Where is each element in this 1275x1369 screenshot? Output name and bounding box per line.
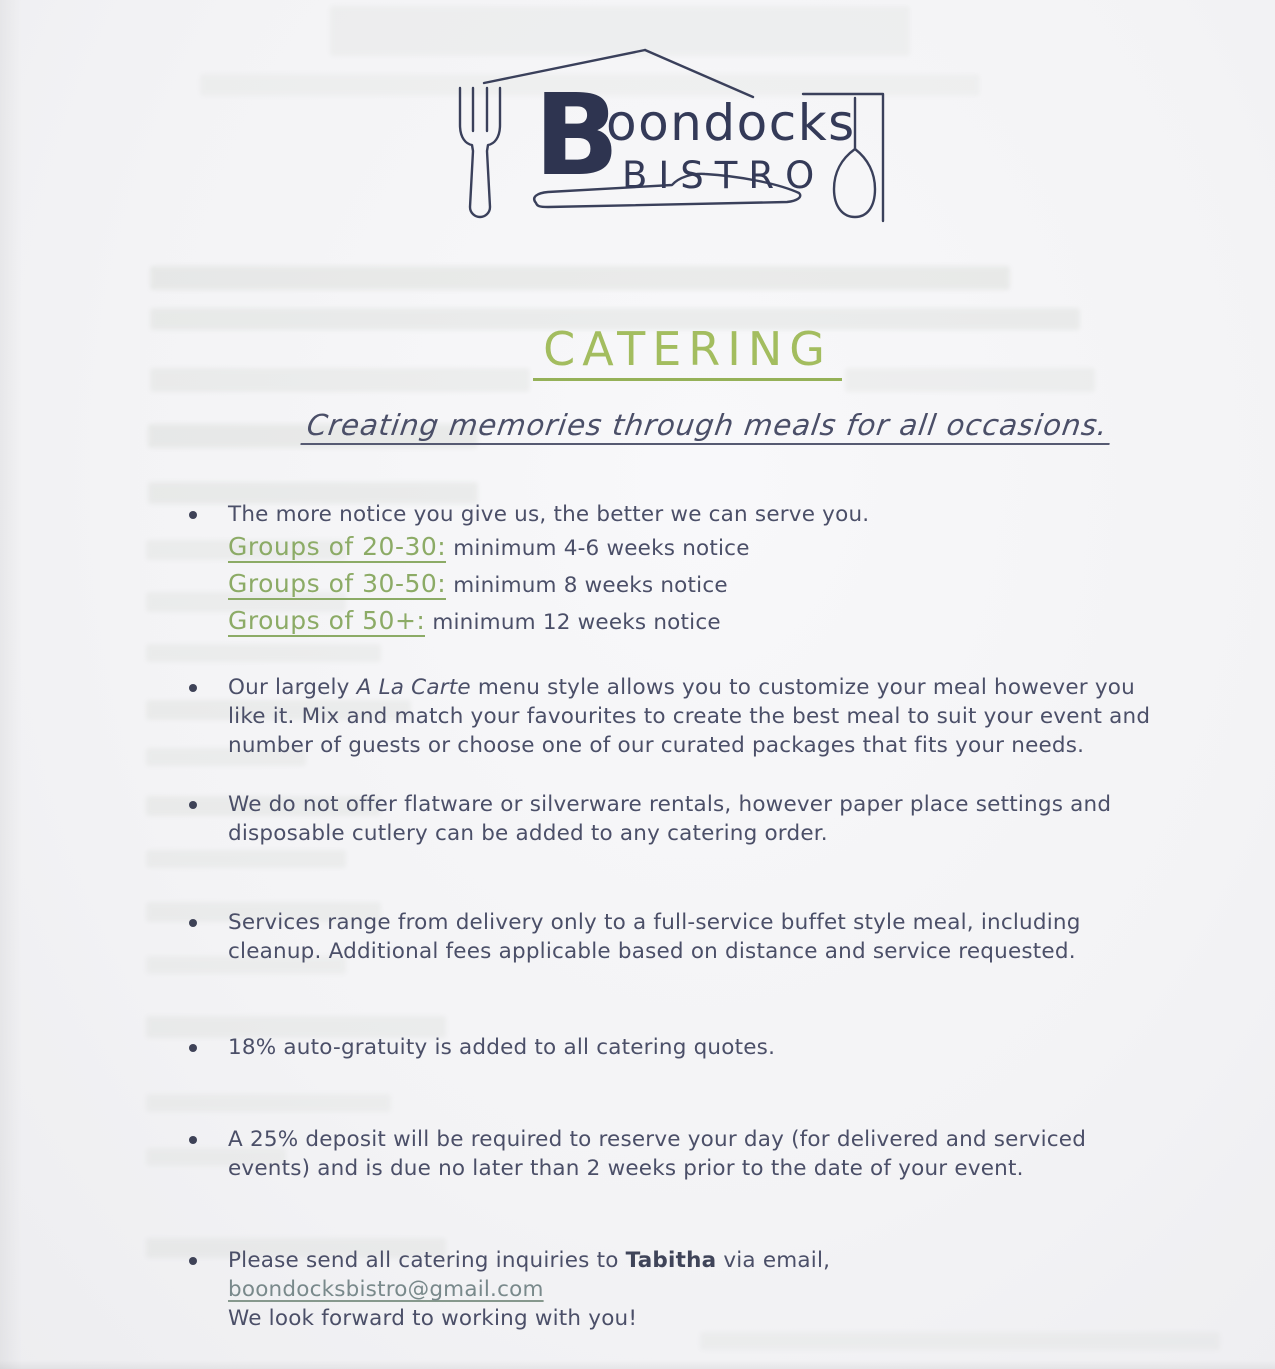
group-size-line [228,566,1141,603]
alacarte-emphasis: A La Carte [356,675,471,700]
bullet-icon [189,1257,197,1265]
notice-intro: The more notice you give us, the better we can serve you. [228,502,870,527]
group-size-line [228,603,1141,640]
group-size-value: minimum 8 weeks notice [453,573,728,598]
deposit-text: A 25% deposit will be required to reserve your day (for delivered and serviced events) and is due no later than 2 weeks prior to the date of your event. [228,1127,1087,1181]
group-size-value: minimum 12 weeks notice [432,610,721,635]
page-tagline: Creating memories through meals for all occasions. [301,408,1115,445]
logo-name-rest: oondocks [606,94,856,152]
bullet-icon [189,511,197,519]
list-item-gratuity [186,1033,1141,1062]
gratuity-text: 18% auto-gratuity is added to all catering quotes. [228,1035,776,1060]
contact-text [228,1246,1141,1333]
contact-pre: Please send all catering inquiries to [228,1248,626,1273]
alacarte-text [228,673,1158,760]
bullet-icon [189,684,197,692]
list-item-services [186,908,1141,966]
fork-icon [460,88,500,217]
bullet-icon [189,801,197,809]
list-item-alacarte [186,673,1151,760]
services-text: Services range from delivery only to a full-service buffet style meal, including cleanup. Additional fees applicable based on distance and service requested. [228,910,1081,964]
group-size-value: minimum 4-6 weeks notice [453,536,750,561]
logo-subname: BISTRO [622,154,826,197]
email-link[interactable]: boondocksbistro@gmail.com [228,1277,544,1302]
alacarte-post: menu style allows you to customize your meal however you like it. Mix and match your favourites to create the best meal to suit your event and number of guests or choose one of our curated packages that fits your needs. [228,675,1151,758]
logo-initial: B [534,71,620,201]
contact-closing: We look forward to working with you! [228,1306,638,1331]
bleed-through-text-artifact [700,1332,1220,1350]
group-size-label: Groups of 30-50: [228,569,447,598]
list-item-notice [186,500,1141,640]
bleed-through-text-artifact [150,266,1010,290]
group-size-label: Groups of 50+: [228,606,426,635]
logo-graphic [446,30,894,232]
contact-person-name: Tabitha [625,1248,717,1273]
catering-info-list [186,500,1151,1333]
list-item-contact [186,1246,1141,1333]
flatware-text: We do not offer flatware or silverware rentals, however paper place settings and disposable cutlery can be added to any catering order. [228,792,1112,846]
page-title: CATERING [533,324,842,381]
group-size-line [228,529,1141,566]
list-item-flatware [186,790,1141,848]
contact-mid: via email, [716,1248,831,1273]
bullet-icon [189,919,197,927]
bullet-icon [189,1136,197,1144]
group-size-label: Groups of 20-30: [228,532,447,561]
alacarte-pre: Our largely [228,675,357,700]
boondocks-bistro-logo [446,30,894,232]
bullet-icon [189,1044,197,1052]
list-item-deposit [186,1125,1141,1183]
